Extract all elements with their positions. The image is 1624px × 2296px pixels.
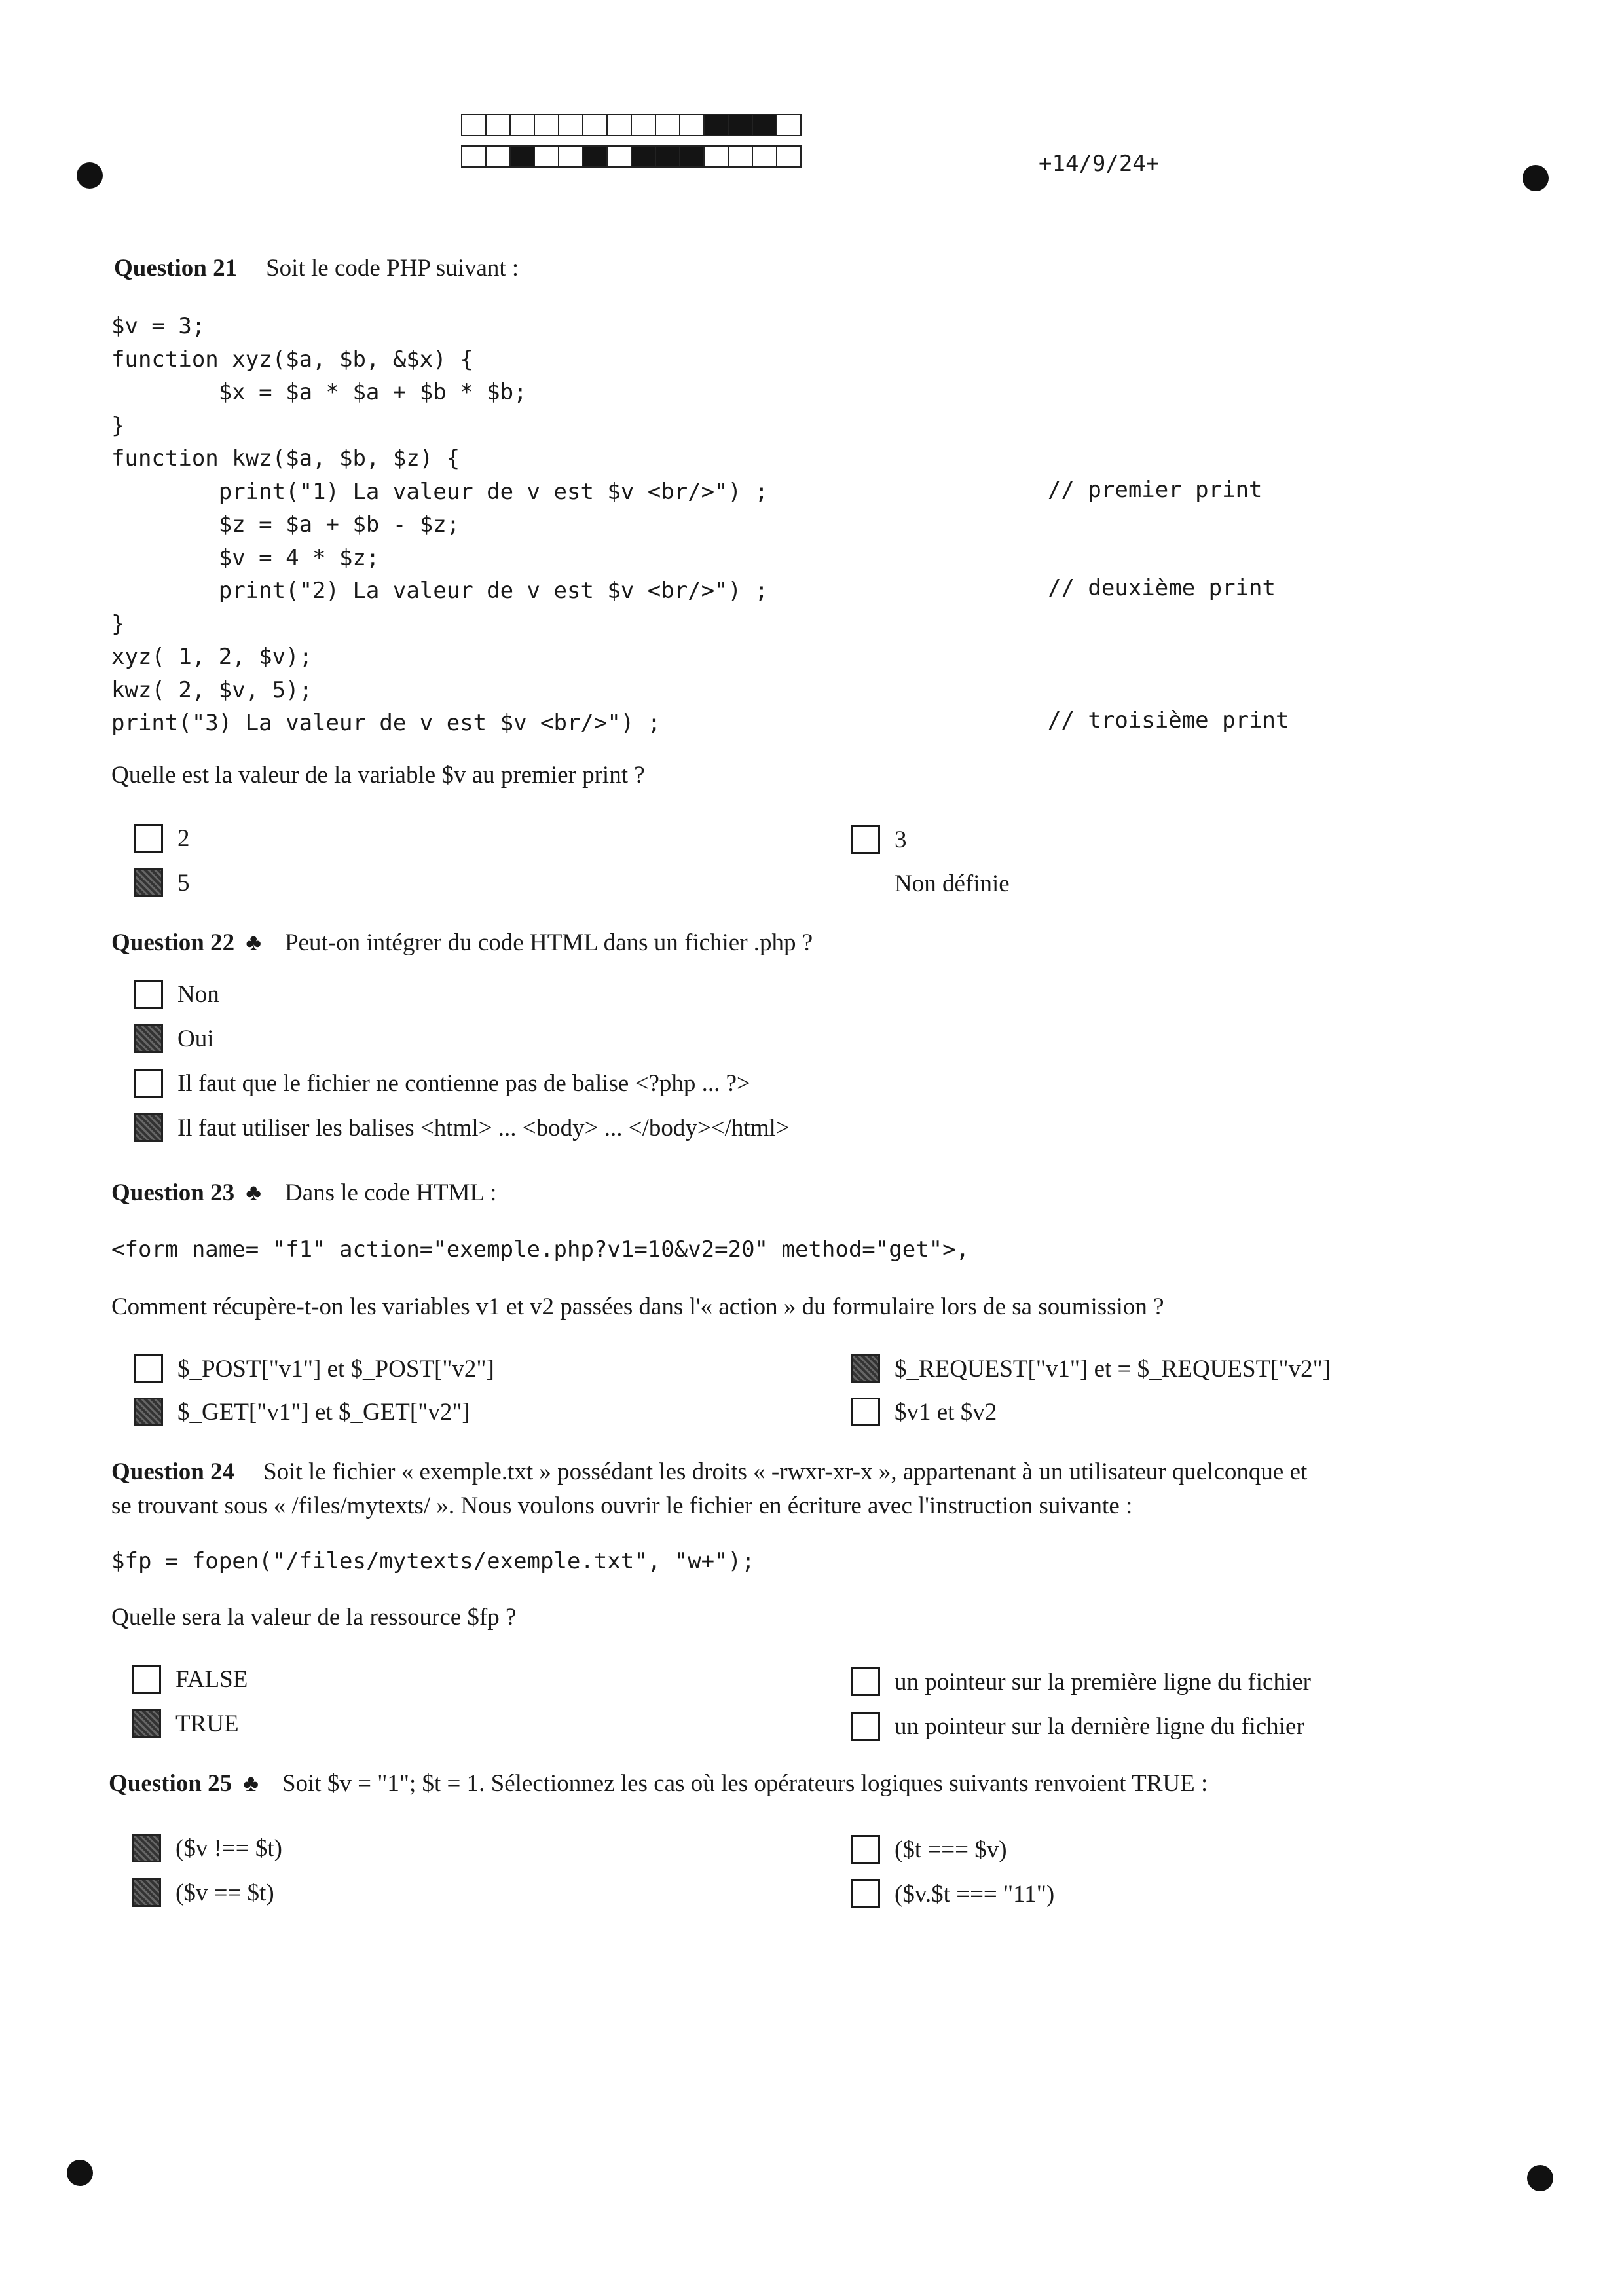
question-label: Question 22 bbox=[111, 929, 235, 956]
code-line: function kwz($a, $b, $z) { bbox=[111, 445, 460, 472]
answer-option[interactable] bbox=[851, 1398, 997, 1426]
answer-option[interactable] bbox=[851, 1667, 1311, 1696]
answer-label: 5 bbox=[177, 869, 190, 897]
answer-checkbox[interactable] bbox=[132, 1834, 161, 1862]
question-text: Soit le fichier « exemple.txt » possédant les droits « -rwxr-xr-x », appartenant à un utilisateur quelconque et bbox=[263, 1458, 1308, 1485]
question-25-header bbox=[109, 1769, 1208, 1798]
barcode-cell bbox=[752, 114, 777, 136]
club-icon: ♣ bbox=[246, 1179, 261, 1206]
barcode-cell bbox=[606, 114, 632, 136]
answer-option[interactable] bbox=[134, 980, 219, 1009]
answer-option[interactable] bbox=[132, 1834, 282, 1862]
code-line: $z = $a + $b - $z; bbox=[111, 511, 460, 538]
code-line: <form name= "f1" action="exemple.php?v1=10&v2=20" method="get">, bbox=[111, 1236, 970, 1263]
code-comment: // premier print bbox=[1048, 477, 1263, 503]
question-text: Peut-on intégrer du code HTML dans un fichier .php ? bbox=[284, 929, 813, 956]
code-line: $v = 4 * $z; bbox=[111, 544, 380, 571]
question-text: Dans le code HTML : bbox=[284, 1179, 497, 1206]
barcode-cell bbox=[679, 114, 705, 136]
code-line: function xyz($a, $b, &$x) { bbox=[111, 346, 473, 373]
answer-checkbox[interactable] bbox=[132, 1709, 161, 1738]
barcode-cell bbox=[776, 114, 802, 136]
barcode-cell bbox=[703, 114, 729, 136]
answer-option[interactable] bbox=[134, 868, 190, 897]
code-line: } bbox=[111, 610, 125, 637]
code-line: print("3) La valeur de v est $v <br/>") ; bbox=[111, 710, 661, 736]
answer-label: FALSE bbox=[175, 1665, 248, 1693]
barcode-cell bbox=[485, 145, 511, 168]
answer-label: Oui bbox=[177, 1025, 214, 1052]
answer-checkbox[interactable] bbox=[132, 1665, 161, 1694]
answer-checkbox[interactable] bbox=[851, 1354, 880, 1383]
question-prompt: Comment récupère-t-on les variables v1 et v2 passées dans l'« action » du formulaire lors de sa soumission ? bbox=[111, 1293, 1164, 1320]
answer-label: Il faut que le fichier ne contienne pas de balise <?php ... ?> bbox=[177, 1069, 750, 1097]
answer-option[interactable] bbox=[134, 1069, 750, 1098]
answer-checkbox[interactable] bbox=[134, 1354, 163, 1383]
answer-checkbox[interactable] bbox=[851, 1667, 880, 1696]
code-line: $fp = fopen("/files/mytexts/exemple.txt", "w+"); bbox=[111, 1548, 755, 1574]
barcode-cell bbox=[752, 145, 777, 168]
question-22-header bbox=[111, 929, 813, 957]
barcode-cell bbox=[631, 114, 656, 136]
club-icon: ♣ bbox=[246, 929, 261, 955]
barcode-cell bbox=[509, 114, 535, 136]
barcode-cell bbox=[485, 114, 511, 136]
code-line: kwz( 2, $v, 5); bbox=[111, 676, 313, 703]
answer-option[interactable] bbox=[132, 1665, 248, 1694]
answer-option[interactable] bbox=[851, 1354, 1331, 1383]
answer-label: 3 bbox=[895, 826, 907, 853]
answer-label: $_POST["v1"] et $_POST["v2"] bbox=[177, 1355, 494, 1382]
barcode-cell bbox=[655, 114, 680, 136]
barcode-cell bbox=[728, 145, 753, 168]
barcode-cell bbox=[606, 145, 632, 168]
answer-option[interactable] bbox=[851, 825, 907, 854]
answer-checkbox[interactable] bbox=[851, 825, 880, 854]
registration-mark-top-right bbox=[1522, 165, 1549, 191]
answer-label: ($v == $t) bbox=[175, 1879, 274, 1906]
code-line: $v = 3; bbox=[111, 313, 206, 339]
barcode-cell bbox=[461, 114, 487, 136]
answer-option[interactable] bbox=[134, 1398, 470, 1426]
answer-option bbox=[895, 870, 1010, 898]
answer-label: un pointeur sur la dernière ligne du fichier bbox=[895, 1713, 1304, 1740]
answer-option[interactable] bbox=[851, 1879, 1054, 1908]
answer-label: $v1 et $v2 bbox=[895, 1398, 997, 1426]
answer-option[interactable] bbox=[134, 1354, 494, 1383]
barcode-row-1 bbox=[462, 114, 802, 136]
barcode-cell bbox=[655, 145, 680, 168]
answer-checkbox[interactable] bbox=[134, 1069, 163, 1098]
question-label: Question 21 bbox=[114, 255, 238, 282]
question-23-header bbox=[111, 1179, 496, 1207]
registration-mark-bottom-right bbox=[1527, 2165, 1553, 2191]
answer-option[interactable] bbox=[132, 1878, 274, 1907]
answer-checkbox[interactable] bbox=[134, 1398, 163, 1426]
answer-option[interactable] bbox=[851, 1835, 1007, 1864]
barcode-cell bbox=[703, 145, 729, 168]
answer-label: Non bbox=[177, 980, 219, 1008]
barcode-cell bbox=[534, 145, 559, 168]
answer-checkbox[interactable] bbox=[851, 1398, 880, 1426]
question-text: Soit $v = "1"; $t = 1. Sélectionnez les cas où les opérateurs logiques suivants renvoient TRUE : bbox=[282, 1770, 1208, 1797]
answer-option[interactable] bbox=[134, 1024, 214, 1053]
answer-checkbox[interactable] bbox=[134, 1024, 163, 1053]
answer-label: ($t === $v) bbox=[895, 1836, 1007, 1863]
answer-checkbox[interactable] bbox=[132, 1878, 161, 1907]
question-text-continued: se trouvant sous « /files/mytexts/ ». Nous voulons ouvrir le fichier en écriture avec l'instruction suivante : bbox=[111, 1492, 1133, 1519]
code-line: print("2) La valeur de v est $v <br/>") ; bbox=[111, 578, 769, 604]
question-prompt: Quelle sera la valeur de la ressource $fp ? bbox=[111, 1604, 517, 1631]
answer-checkbox[interactable] bbox=[134, 1113, 163, 1142]
answer-label: $_GET["v1"] et $_GET["v2"] bbox=[177, 1398, 470, 1426]
registration-mark-bottom-left bbox=[67, 2160, 93, 2186]
answer-checkbox[interactable] bbox=[134, 868, 163, 897]
barcode-row-2 bbox=[462, 145, 802, 168]
answer-label: ($v !== $t) bbox=[175, 1834, 282, 1862]
barcode-cell bbox=[461, 145, 487, 168]
code-comment: // troisième print bbox=[1048, 707, 1289, 733]
question-label: Question 24 bbox=[111, 1458, 235, 1485]
page-code: +14/9/24+ bbox=[1039, 151, 1160, 177]
question-24-header bbox=[111, 1458, 1307, 1486]
answer-option[interactable] bbox=[134, 1113, 790, 1142]
answer-checkbox[interactable] bbox=[851, 1712, 880, 1741]
club-icon: ♣ bbox=[243, 1770, 259, 1796]
barcode-cell bbox=[558, 145, 583, 168]
question-21-header bbox=[114, 254, 519, 282]
code-line: $x = $a * $a + $b * $b; bbox=[111, 379, 527, 405]
code-line: } bbox=[111, 412, 125, 439]
answer-checkbox[interactable] bbox=[134, 824, 163, 853]
answer-checkbox[interactable] bbox=[134, 980, 163, 1009]
barcode-cell bbox=[728, 114, 753, 136]
question-prompt: Quelle est la valeur de la variable $v au premier print ? bbox=[111, 762, 645, 788]
registration-mark-top-left bbox=[77, 162, 103, 189]
answer-checkbox[interactable] bbox=[851, 1835, 880, 1864]
answer-option[interactable] bbox=[134, 824, 190, 853]
barcode-cell bbox=[679, 145, 705, 168]
answer-label: 2 bbox=[177, 824, 190, 852]
answer-label: ($v.$t === "11") bbox=[895, 1880, 1055, 1908]
barcode-cell bbox=[582, 145, 608, 168]
answer-option[interactable] bbox=[851, 1712, 1304, 1741]
question-label: Question 23 bbox=[111, 1179, 235, 1206]
answer-label: un pointeur sur la première ligne du fichier bbox=[895, 1668, 1311, 1695]
code-comment: // deuxième print bbox=[1048, 575, 1276, 601]
answer-checkbox[interactable] bbox=[851, 1879, 880, 1908]
answer-label: Il faut utiliser les balises <html> ... <body> ... </body></html> bbox=[177, 1114, 790, 1141]
barcode-cell bbox=[582, 114, 608, 136]
barcode-cell bbox=[509, 145, 535, 168]
answer-label: $_REQUEST["v1"] et = $_REQUEST["v2"] bbox=[895, 1355, 1331, 1382]
code-line: xyz( 1, 2, $v); bbox=[111, 644, 313, 670]
answer-label: TRUE bbox=[175, 1710, 239, 1737]
question-label: Question 25 bbox=[109, 1770, 232, 1797]
answer-option[interactable] bbox=[132, 1709, 239, 1738]
question-text: Soit le code PHP suivant : bbox=[266, 255, 519, 282]
barcode-cell bbox=[631, 145, 656, 168]
barcode-cell bbox=[558, 114, 583, 136]
code-line: print("1) La valeur de v est $v <br/>") ; bbox=[111, 478, 769, 505]
barcode-cell bbox=[776, 145, 802, 168]
barcode-cell bbox=[534, 114, 559, 136]
answer-label: Non définie bbox=[895, 870, 1010, 897]
